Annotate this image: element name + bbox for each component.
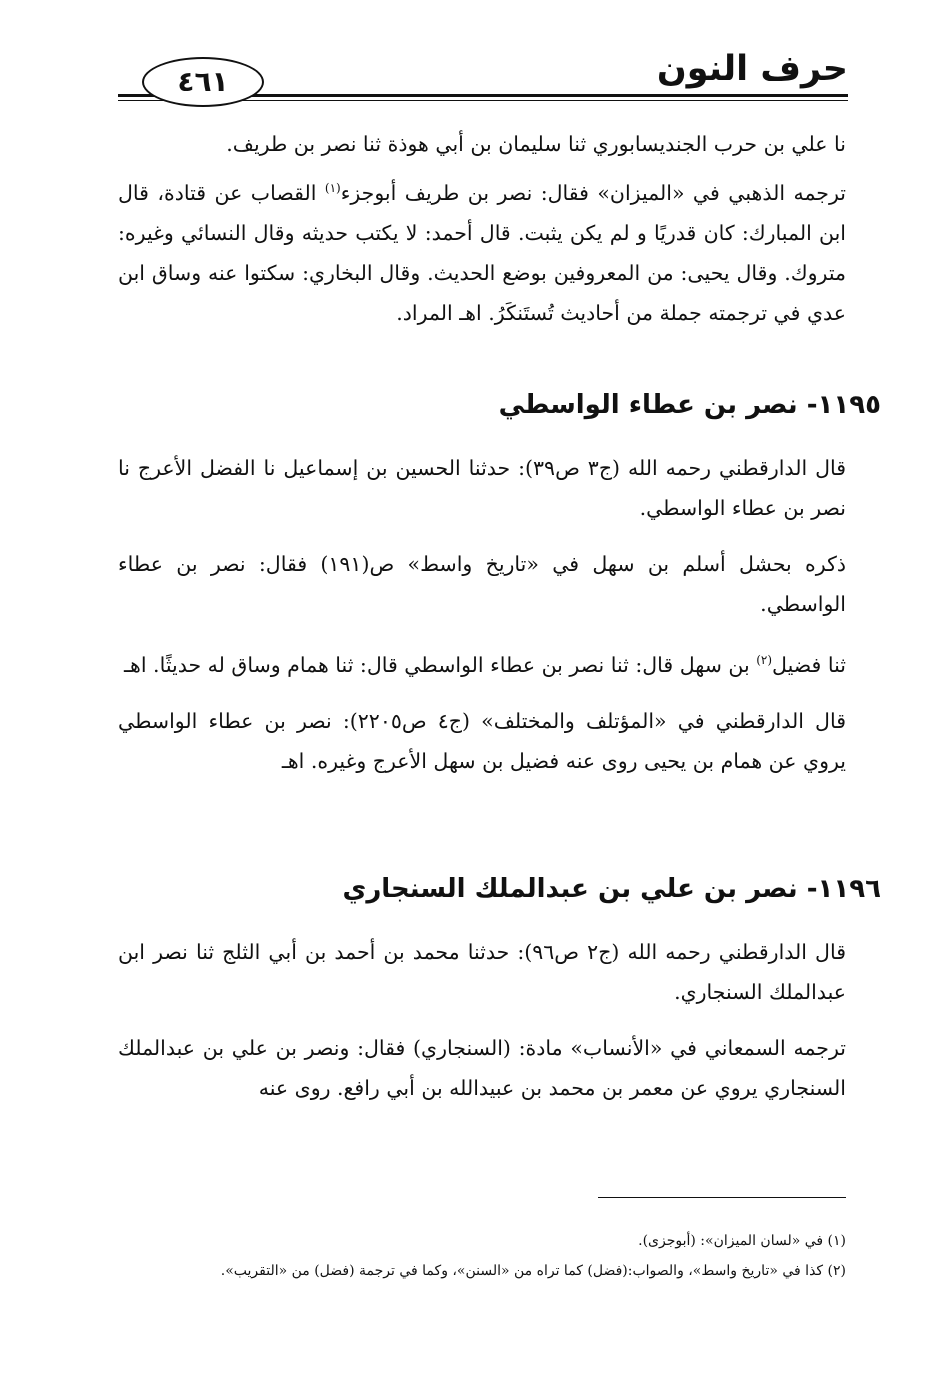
footnotes — [118, 1226, 846, 1286]
footnote: (١) في «لسان الميزان»: (أبوجزى). — [638, 1233, 846, 1249]
paragraph: ذكره بحشل أسلم بن سهل في «تاريخ واسط» ص(١٩١) فقال: نصر بن عطاء الواسطي. — [118, 552, 846, 616]
entry-1196-body — [118, 932, 846, 1108]
paragraph — [118, 168, 846, 333]
footnote-ref: (١) — [324, 181, 341, 195]
paragraph: قال الدارقطني رحمه الله (ج٢ ص٩٦): حدثنا محمد بن أحمد بن أبي الثلج ثنا نصر ابن عبدالملك السنجاري. — [118, 940, 846, 1004]
entry-1195-body — [118, 448, 846, 781]
paragraph: ترجمه السمعاني في «الأنساب» مادة: (السنجاري) فقال: ونصر بن علي بن عبدالملك السنجاري يروي عن معمر بن محمد بن عبيدالله بن أبي رافع. روى عنه — [118, 1036, 846, 1100]
chapter-title: حرف النون — [656, 49, 848, 89]
text: القصاب عن قتادة، قال ابن المبارك: كان قدريًا و لم يكن يثبت. قال أحمد: لا يكتب حديثه وقال النسائي وغيره: متروك. وقال يحيى: من المعروفين بوضع الحديث. وقال البخاري: سكتوا عنه وساق ابن عدي في ترجمته جملة من أحاديث تُستَنكَرُ. اهـ المراد. — [118, 180, 846, 325]
footnote-separator — [598, 1197, 846, 1198]
page-header — [118, 45, 848, 105]
text: بن سهل قال: ثنا نصر بن عطاء الواسطي قال: ثنا همام وساق له حديثًا. اهـ — [124, 652, 757, 677]
footnote: (٢) كذا في «تاريخ واسط»، والصواب:(فضل) كما تراه من «السنن»، وكما في ترجمة (فضل) من «التقريب». — [220, 1263, 846, 1279]
entry-heading-1195: ١١٩٥- نصر بن عطاء الواسطي — [498, 390, 881, 420]
paragraph: قال الدارقطني رحمه الله (ج٣ ص٣٩): حدثنا الحسين بن إسماعيل نا الفضل الأعرج نا نصر بن عطاء الواسطي. — [118, 456, 847, 520]
entry-heading-1196: ١١٩٦- نصر بن علي بن عبدالملك السنجاري — [342, 874, 881, 904]
paragraph — [118, 640, 846, 685]
paragraph: قال الدارقطني في «المؤتلف والمختلف» (ج٤ ص٢٢٠٥): نصر بن عطاء الواسطي يروي عن همام بن يحيى روى عنه فضيل بن سهل الأعرج وغيره. اهـ — [118, 708, 846, 773]
footnote-ref: (٢) — [756, 653, 773, 667]
entry-1194-continuation — [118, 124, 846, 333]
paragraph: نا علي بن حرب الجنديسابوري ثنا سليمان بن أبي هوذة ثنا نصر بن طريف. — [226, 132, 846, 156]
text: ترجمه الذهبي في «الميزان» فقال: نصر بن طريف أبوجزء — [340, 180, 846, 205]
text: ثنا فضيل — [772, 652, 846, 677]
page-number: ٤٦١ — [142, 57, 264, 107]
